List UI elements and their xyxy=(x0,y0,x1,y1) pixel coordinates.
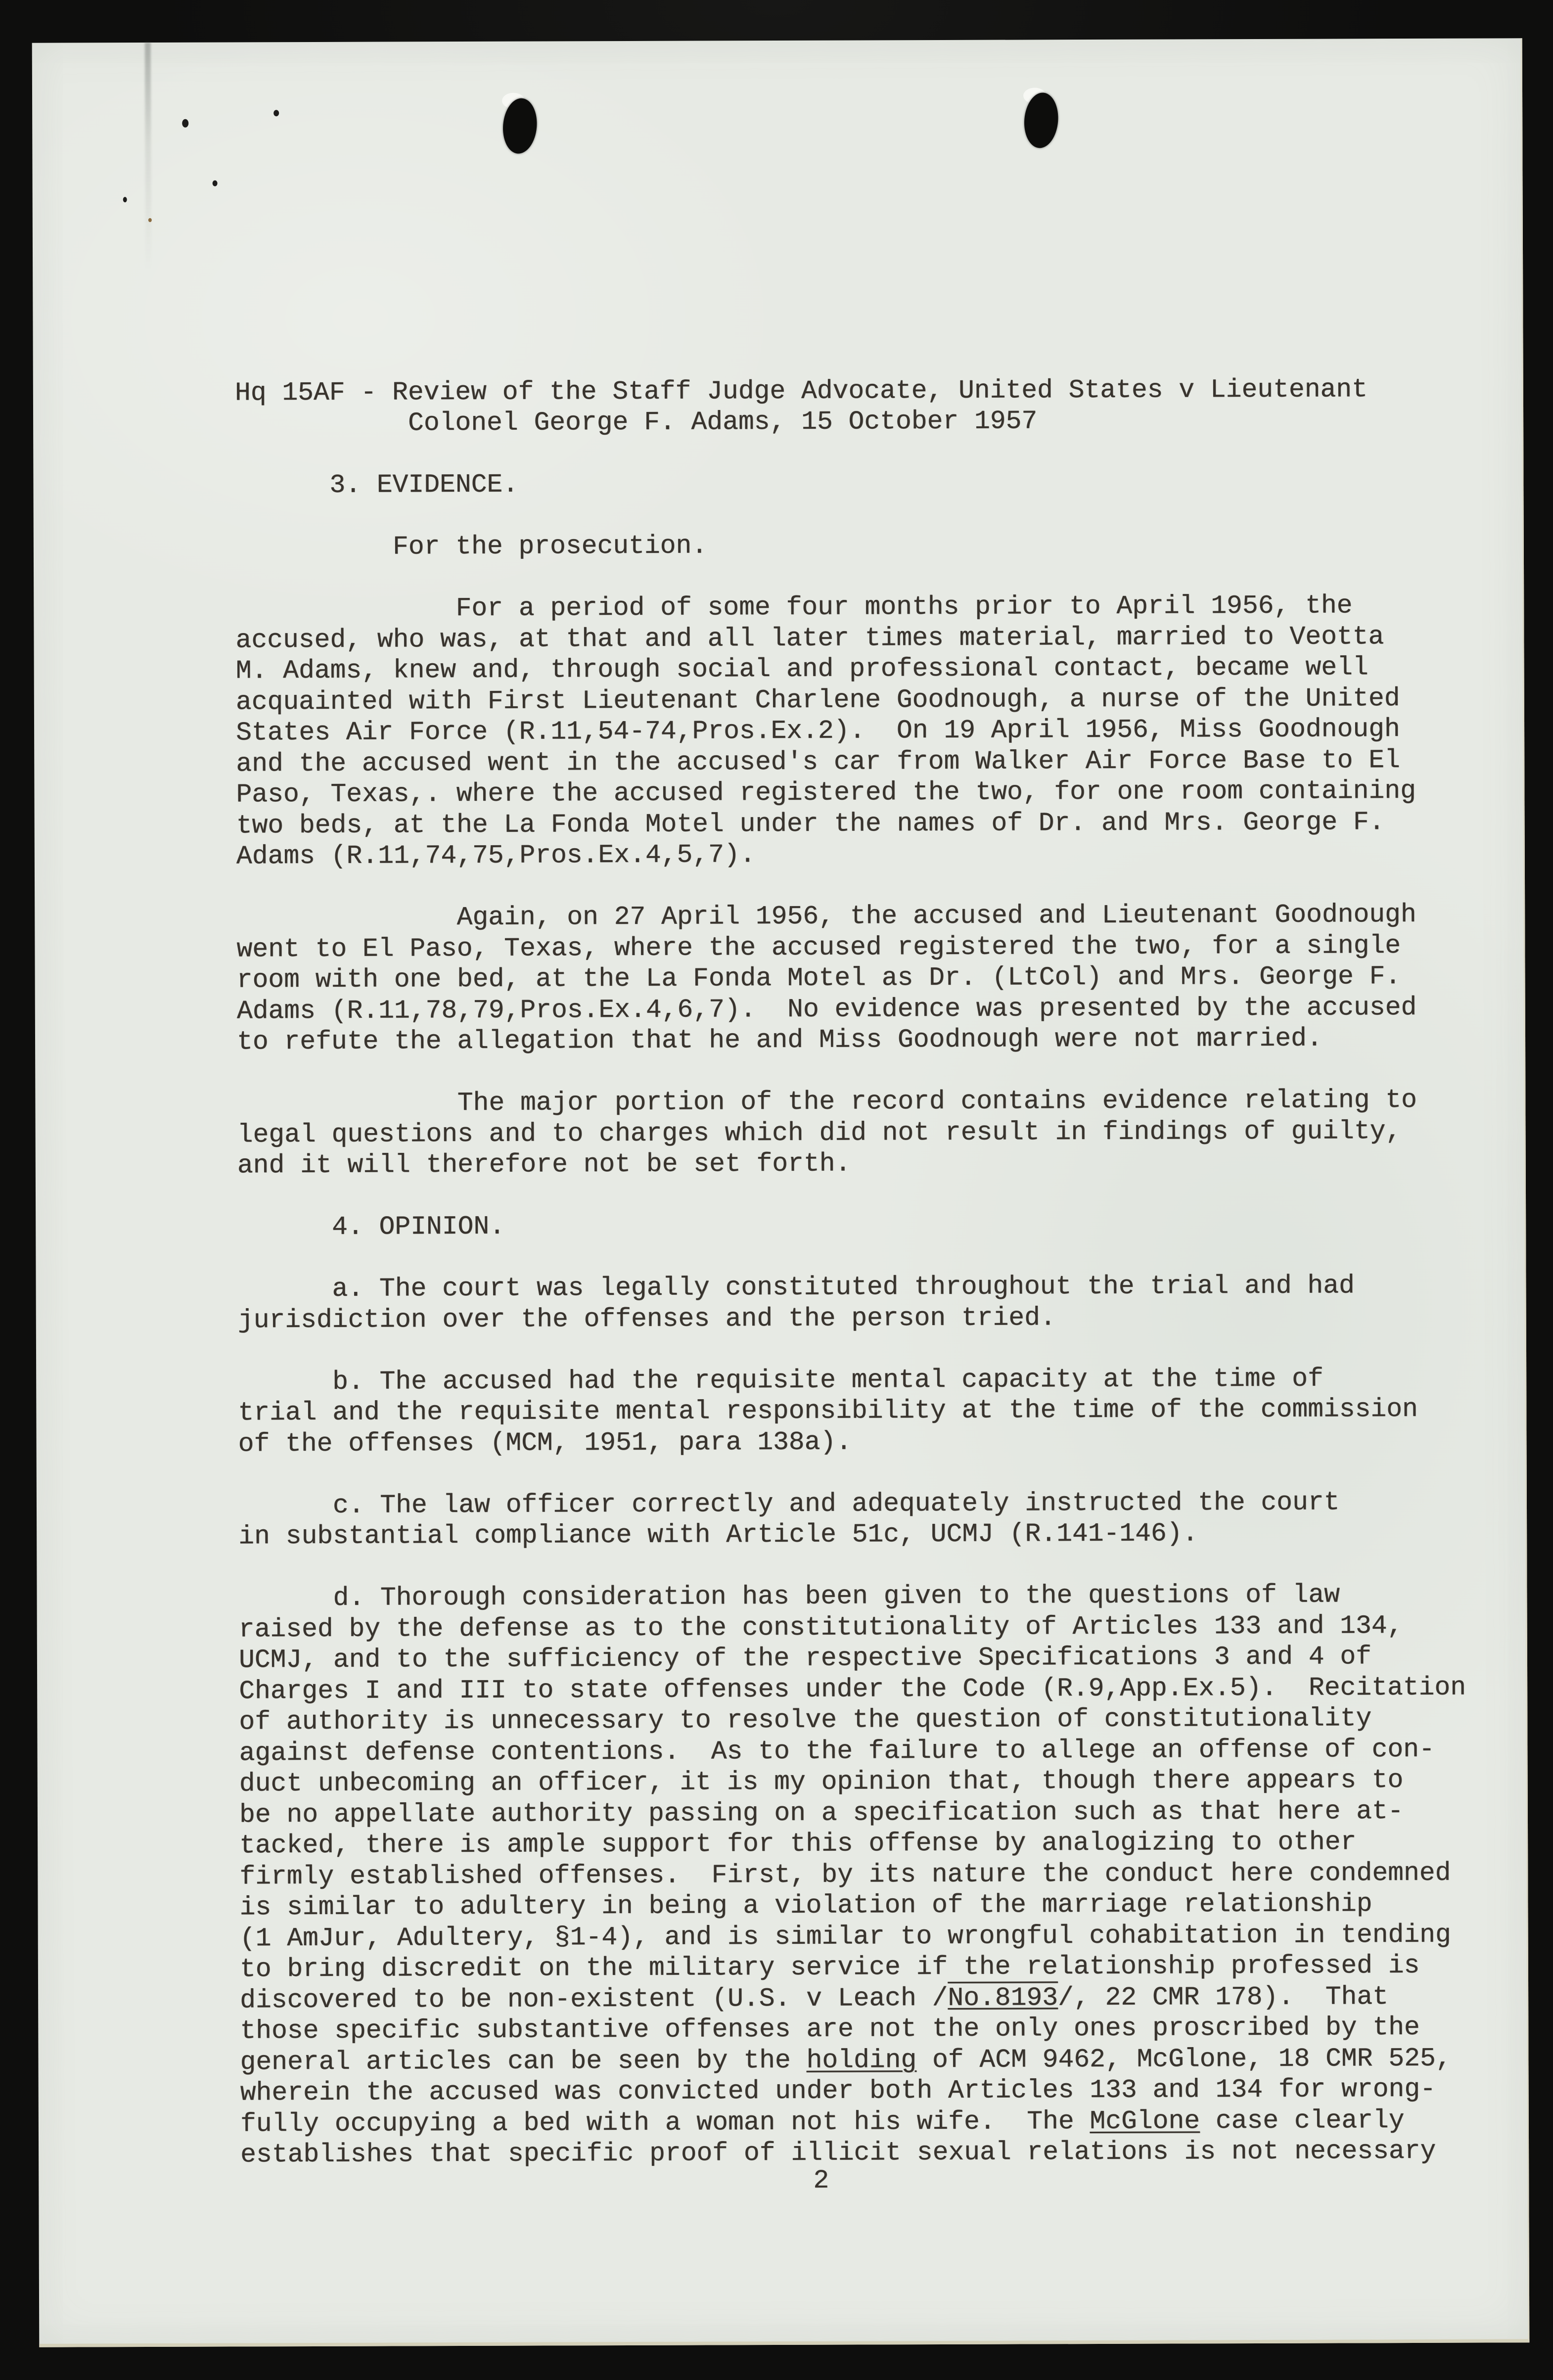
text-line: Adams (R.11,78,79,Pros.Ex.4,6,7). No evidence was presented by the accused xyxy=(236,992,1417,1026)
text-line: wherein the accused was convicted under both Articles 133 and 134 for wrong- xyxy=(240,2074,1436,2108)
prosecution-label xyxy=(235,528,1492,562)
paper-speck xyxy=(213,181,218,186)
text-line: Charges I and III to state offenses under the Code (R.9,App.Ex.5). Recitation xyxy=(239,1672,1466,1706)
paragraph-evidence-3 xyxy=(237,1084,1494,1181)
text-line: For a period of some four months prior to April 1956, the xyxy=(235,591,1353,624)
underlined-case-name: holding xyxy=(806,2045,917,2075)
text-line: States Air Force (R.11,54-74,Pros.Ex.2). On 19 April 1956, Miss Goodnough xyxy=(235,714,1400,748)
opinion-item-d xyxy=(238,1579,1497,2170)
text-line: The major portion of the record contains evidence relating to xyxy=(237,1085,1417,1119)
text-line: Paso, Texas,. where the accused registered the two, for one room containing xyxy=(236,776,1416,810)
text-line: tacked, there is ample support for this offense by analogizing to other xyxy=(239,1827,1357,1861)
document-header xyxy=(235,373,1491,439)
text-line: those specific substantive offenses are not the only ones proscribed by the xyxy=(240,2012,1420,2046)
paper-speck xyxy=(148,218,152,222)
text-line: acquainted with First Lieutenant Charlene Goodnough, a nurse of the United xyxy=(235,683,1400,717)
text-line: 4. OPINION. xyxy=(237,1211,505,1242)
text-line: Hq 15AF - Review of the Staff Judge Advocate, United States v Lieutenant xyxy=(234,374,1368,408)
text-line: Colonel George F. Adams, 15 October 1957 xyxy=(235,406,1038,439)
text-line: Again, on 27 April 1956, the accused and Lieutenant Goodnough xyxy=(236,899,1416,933)
text-line: c. The law officer correctly and adequately instructed the court xyxy=(238,1487,1340,1520)
text-line: trial and the requisite mental responsibility at the time of the commission xyxy=(238,1394,1418,1428)
opinion-item-b xyxy=(238,1363,1495,1459)
opinion-item-a xyxy=(238,1270,1494,1335)
paper-speck xyxy=(182,119,188,128)
section-evidence-heading xyxy=(235,466,1491,501)
text-line: discovered to be non-existent (U.S. v Leach /No.8193/, 22 CMR 178). That xyxy=(240,1981,1389,2015)
bracketed-citation: No.8193 xyxy=(948,1982,1058,2013)
text-line: to refute the allegation that he and Miss Goodnough were not married. xyxy=(236,1023,1323,1057)
section-opinion-heading xyxy=(237,1208,1494,1242)
text-line: went to El Paso, Texas, where the accused registered the two, for a single xyxy=(236,930,1401,964)
text-line: of the offenses (MCM, 1951, para 138a). xyxy=(238,1427,852,1459)
document-page xyxy=(32,38,1530,2347)
text-line: raised by the defense as to the constitutionality of Articles 133 and 134, xyxy=(238,1610,1403,1644)
text-line: jurisdiction over the offenses and the person tried. xyxy=(237,1302,1056,1335)
text-line: accused, who was, at that and all later times material, married to Veotta xyxy=(235,621,1384,655)
text-line: fully occupying a bed with a woman not his wife. The McGlone case clearly xyxy=(240,2105,1405,2139)
text-line: M. Adams, knew and, through social and professional contact, became well xyxy=(235,652,1369,686)
text-line: establishes that specific proof of illicit sexual relations is not necessary xyxy=(240,2136,1436,2170)
text-line: general articles can be seen by the holding of ACM 9462, McGlone, 18 CMR 525, xyxy=(240,2043,1452,2077)
document-text xyxy=(235,342,1497,2170)
text-line: be no appellate authority passing on a specification such as that here at- xyxy=(239,1796,1404,1830)
text-line: to bring discredit on the military service if the relationship professed is xyxy=(239,1950,1420,1984)
underlined-case-name: McGlone xyxy=(1090,2105,1200,2136)
text-line: d. Thorough consideration has been given to the questions of law xyxy=(238,1580,1340,1613)
paragraph-evidence-2 xyxy=(236,899,1493,1057)
text-line: For the prosecution. xyxy=(235,531,708,562)
text-line: and the accused went in the accused's car from Walker Air Force Base to El xyxy=(236,745,1400,778)
text-line: room with one bed, at the La Fonda Motel as Dr. (LtCol) and Mrs. George F. xyxy=(236,961,1401,995)
text-line: b. The accused had the requisite mental capacity at the time of xyxy=(238,1364,1324,1397)
text-line: is similar to adultery in being a violation of the marriage relationship xyxy=(239,1889,1372,1922)
text-line: against defense contentions. As to the failure to allege an offense of con- xyxy=(239,1734,1435,1768)
opinion-item-c xyxy=(238,1486,1495,1552)
text-line: firmly established offenses. First, by its nature the conduct here condemned xyxy=(239,1858,1451,1891)
page-number: 2 xyxy=(813,2165,829,2196)
paper-crease xyxy=(145,43,151,270)
text-line: duct unbecoming an officer, it is my opinion that, though there appears to xyxy=(239,1765,1404,1799)
text-line: in substantial compliance with Article 51c, UCMJ (R.141-146). xyxy=(238,1518,1198,1552)
text-line: (1 AmJur, Adultery, §1-4), and is similar to wrongful cohabitation in tending xyxy=(239,1920,1451,1953)
text-line: Adams (R.11,74,75,Pros.Ex.4,5,7). xyxy=(236,840,756,871)
text-line: a. The court was legally constituted throughout the trial and had xyxy=(237,1271,1355,1304)
text-line: 3. EVIDENCE. xyxy=(235,469,519,501)
text-line: UCMJ, and to the sufficiency of the respective Specifications 3 and 4 of xyxy=(238,1642,1372,1675)
text-line: of authority is unnecessary to resolve the question of constitutionality xyxy=(239,1703,1372,1737)
text-line: and it will therefore not be set forth. xyxy=(237,1148,851,1181)
paragraph-evidence-1 xyxy=(235,590,1493,871)
text-line: legal questions and to charges which did not result in findings of guilty, xyxy=(237,1116,1402,1149)
document-body xyxy=(235,373,1497,2170)
paper-speck xyxy=(123,197,127,202)
paper-speck xyxy=(274,110,279,116)
text-line: two beds, at the La Fonda Motel under the names of Dr. and Mrs. George F. xyxy=(236,807,1385,840)
